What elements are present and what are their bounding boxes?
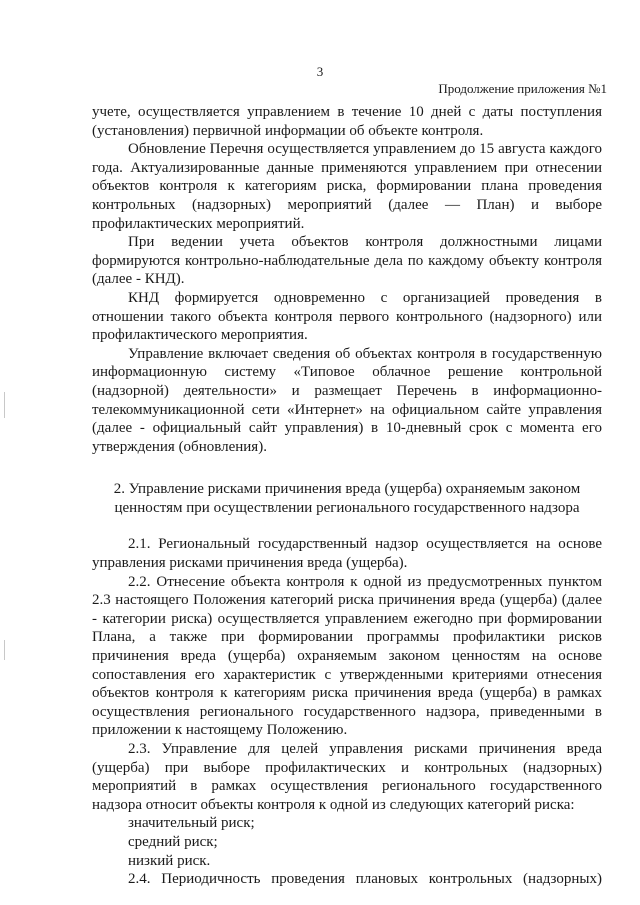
scan-margin-mark xyxy=(4,640,5,660)
paragraph-2-2: 2.2. Отнесение объекта контроля к одной из предусмотренных пунктом 2.3 настоящего Положения категорий риска причинения вреда (ущерба) (далее - категории риска) осуществляется управлением ежегодно при формировании Плана, а также при формировании программы профилактики рисков причинения вреда (ущерба) охраняемым законом ценностям на основе сопоставления его характеристик с утвержденными критериями отнесения объектов контроля к категориям риска причинения вреда (ущерба) в рамках осуществления регионального государственного надзора, приведенными в приложении к настоящему Положению. xyxy=(92,573,602,739)
paragraph-2-3: 2.3. Управление для целей управления рисками причинения вреда (ущерба) при выборе профилактических и контрольных (надзорных) мероприятий в рамках осуществления регионального государственного надзора относит объекты контроля к одной из следующих категорий риска: xyxy=(92,741,602,813)
paragraph-knd-timing: КНД формируется одновременно с организацией проведения в отношении такого объекта контроля первого контрольного (надзорного) или профилактического мероприятия. xyxy=(92,289,602,344)
paragraph-gis-publication: Управление включает сведения об объектах контроля в государственную информационную систему «Типовое облачное решение контрольной (надзорной) деятельности» и размещает Перечень в информационно-телекоммуникационной сети «Интернет» на официальном сайте управления (далее - официальный сайт управления) в 10-дневный срок с момента его утверждения (обновления). xyxy=(92,345,602,455)
spacer xyxy=(92,456,602,480)
scan-margin-mark xyxy=(4,392,5,418)
list-item: низкий риск. xyxy=(128,852,211,869)
list-item: средний риск; xyxy=(128,833,218,850)
risk-category-list xyxy=(92,814,602,870)
paragraph-2-1: 2.1. Региональный государственный надзор осуществляется на основе управления рисками причинения вреда (ущерба). xyxy=(92,536,602,572)
spacer xyxy=(92,517,602,535)
section-heading: 2. Управление рисками причинения вреда (ущерба) охраняемым законом ценностям при осуществлении регионального государственного надзора xyxy=(113,481,581,516)
list-item: значительный риск; xyxy=(128,815,255,832)
document-body xyxy=(92,103,602,889)
appendix-continuation-note: Продолжение приложения №1 xyxy=(438,81,607,96)
page-number: 3 xyxy=(316,64,324,79)
paragraph-record-registration: учете, осуществляется управлением в течение 10 дней с даты поступления (установления) первичной информации об объекте контроля. xyxy=(92,104,602,139)
paragraph-2-4: 2.4. Периодичность проведения плановых контрольных (надзорных) xyxy=(128,871,602,888)
paragraph-knd-formation: При ведении учета объектов контроля должностными лицами формируются контрольно-наблюдательные дела по каждому объекту контроля (далее - КНД). xyxy=(92,234,602,288)
paragraph-list-update: Обновление Перечня осуществляется управлением до 15 августа каждого года. Актуализированные данные применяются управлением при отнесении объектов контроля к категориям риска, формировании плана проведения контрольных (надзорных) мероприятий (далее — План) и выборе профилактических мероприятий. xyxy=(92,141,602,232)
